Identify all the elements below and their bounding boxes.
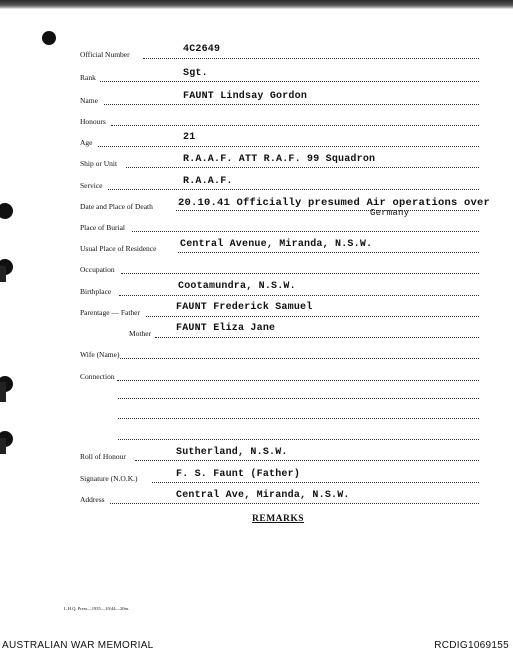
age-label: Age [80,138,93,147]
birthplace-value: Cootamundra, N.S.W. [178,281,296,292]
mother-label: Mother [129,329,152,338]
punch-hole-icon [42,31,56,45]
official-number-line [143,58,479,59]
footer-institution: AUSTRALIAN WAR MEMORIAL [2,640,154,651]
birthplace-label: Birthplace [80,287,112,296]
name-line [104,104,479,105]
press-note: L.H.Q. Press—1935—10/44—20m. [64,606,130,611]
name-value: FAUNT Lindsay Gordon [183,91,308,102]
date-place-death-label: Date and Place of Death [80,202,153,211]
usual-residence-label: Usual Place of Residence [80,244,157,253]
place-of-burial-label: Place of Burial [80,223,125,232]
address-line [110,503,479,504]
wife-label: Wife (Name) [80,350,120,359]
age-line [98,146,479,147]
service-line [108,189,479,190]
punch-hole-icon [0,203,13,219]
address-label: Address [80,495,105,504]
binder-mark [0,382,6,402]
age-value: 21 [183,132,196,143]
binder-mark [0,266,6,282]
address-value: Central Ave, Miranda, N.S.W. [176,490,350,501]
remarks-heading: REMARKS [252,514,305,524]
connection-line [117,380,479,381]
signature-label: Signature (N.O.K.) [80,474,138,483]
service-label: Service [80,181,103,190]
usual-residence-line [178,252,479,253]
official-number-value: 4C2649 [183,44,221,55]
ship-or-unit-label: Ship or Unit [80,159,118,168]
birthplace-line [119,295,479,296]
archive-footer [0,638,513,654]
name-label: Name [80,96,98,105]
footer-record-id: RCDIG1069155 [434,640,509,651]
date-place-death-value-cont: Germany [370,208,410,218]
mother-line [155,337,479,338]
honours-line [111,125,479,126]
wife-line [120,358,479,359]
date-place-death-line [176,210,479,211]
parentage-father-value: FAUNT Frederick Samuel [176,302,313,313]
signature-value: F. S. Faunt (Father) [176,469,301,480]
place-of-burial-line [132,231,479,232]
connection-line-extra [118,398,479,399]
official-number-label: Official Number [80,50,130,59]
signature-line [152,482,479,483]
parentage-father-line [146,316,479,317]
service-value: R.A.A.F. [183,176,233,187]
occupation-label: Occupation [80,265,115,274]
rank-value: Sgt. [183,68,208,79]
rank-label: Rank [80,73,96,82]
ship-or-unit-line [126,167,479,168]
connection-line-extra [118,439,479,440]
scan-top-edge [0,0,513,9]
connection-line-extra [118,418,479,419]
binder-mark [0,438,6,454]
parentage-father-label: Parentage — Father [80,308,140,317]
honours-label: Honours [80,117,106,126]
roll-of-honour-label: Roll of Honour [80,452,126,461]
roll-of-honour-line [135,460,479,461]
usual-residence-value: Central Avenue, Miranda, N.S.W. [180,239,373,250]
roll-of-honour-value: Sutherland, N.S.W. [176,447,288,458]
date-place-death-value: 20.10.41 Officially presumed Air operations over [178,197,491,209]
ship-or-unit-value: R.A.A.F. ATT R.A.F. 99 Squadron [183,154,376,165]
mother-value: FAUNT Eliza Jane [176,323,276,334]
rank-line [100,81,479,82]
occupation-line [121,273,479,274]
connection-label: Connection [80,372,115,381]
